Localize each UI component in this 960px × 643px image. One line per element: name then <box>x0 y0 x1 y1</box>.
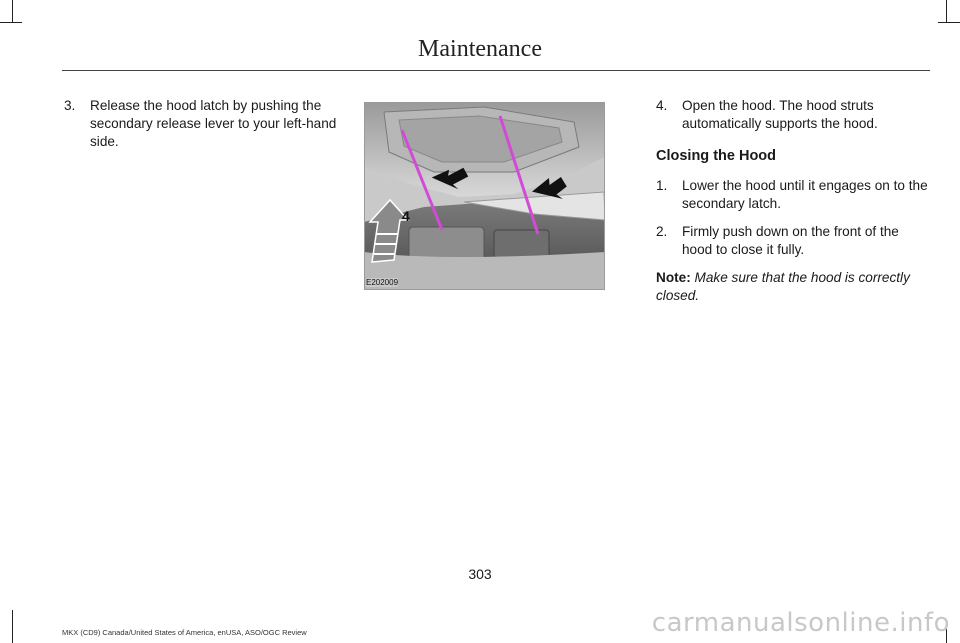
closing-step-2 <box>656 223 932 259</box>
hood-illustration <box>364 102 605 290</box>
step-3 <box>64 97 340 151</box>
note-text: Make sure that the hood is correctly closed. <box>656 270 910 303</box>
crop-mark <box>938 22 960 23</box>
air-box <box>494 230 549 258</box>
figure-callout: 4 <box>402 208 410 224</box>
closing-step-1 <box>656 177 932 213</box>
step-text: Release the hood latch by pushing the secondary release lever to your left-hand side. <box>90 98 337 149</box>
page-title: Maintenance <box>418 36 542 62</box>
watermark: carmanualsonline.info <box>651 608 950 638</box>
step-number: 1. <box>656 178 668 193</box>
right-column <box>656 97 932 305</box>
step-text: Firmly push down on the front of the hood to close it fully. <box>682 224 899 257</box>
step-number: 2. <box>656 224 668 239</box>
document-info: MKX (CD9) Canada/United States of America, enUSA, ASO/OGC Review <box>62 628 307 637</box>
figure-code: E202009 <box>366 278 399 287</box>
front-bumper <box>364 252 605 290</box>
section-heading: Closing the Hood <box>656 148 777 164</box>
crop-mark <box>12 0 13 22</box>
page-number: 303 <box>468 566 492 582</box>
header-divider <box>62 70 930 71</box>
step-text: Open the hood. The hood struts automatically supports the hood. <box>682 98 878 131</box>
step-4 <box>656 97 932 133</box>
left-column <box>64 97 340 161</box>
crop-mark <box>12 610 13 643</box>
step-number: 4. <box>656 98 668 113</box>
note <box>656 269 932 305</box>
note-label: Note: <box>656 270 691 285</box>
step-number: 3. <box>64 98 76 113</box>
hood-illustration-svg <box>364 102 605 290</box>
step-text: Lower the hood until it engages on to the secondary latch. <box>682 178 928 211</box>
crop-mark <box>0 22 22 23</box>
crop-mark <box>946 0 947 22</box>
